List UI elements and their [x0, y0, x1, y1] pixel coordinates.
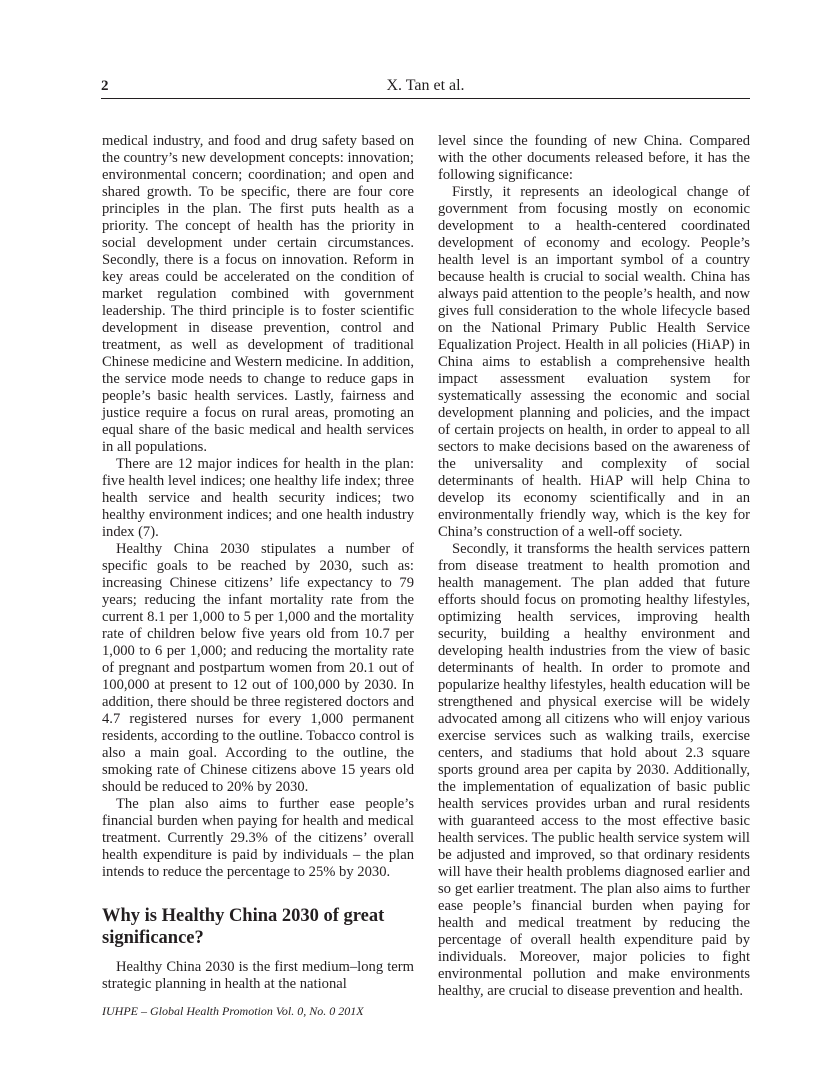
paragraph: medical industry, and food and drug safety based on the country’s new development concepts: innovation; environmental concern; coordination; and open and shared growth. To be specific, there are four core principles in the plan. The first puts health as a priority. The concept of health has the priority in social development under certain circumstances. Secondly, there is a focus on innovation. Reform in key areas could be accelerated on the condition of market regulation combined with government leadership. The third principle is to foster scientific development in disease prevention, control and treatment, as well as development of traditional Chinese medicine and Western medicine. In addition, the service mode needs to change to reduce gaps in people’s basic health services. Lastly, fairness and justice require a focus on rural areas, promoting an equal share of the basic medical and health services in all populations.: [102, 133, 414, 455]
left-column: [102, 133, 414, 993]
page-number: 2: [101, 78, 109, 94]
paragraph: Healthy China 2030 is the first medium–long term strategic planning in health at the national: [102, 959, 414, 992]
paragraph: Healthy China 2030 stipulates a number of specific goals to be reached by 2030, such as: increasing Chinese citizens’ life expectancy to 79 years; reducing the infant mortality rate from the current 8.1 per 1,000 to 5 per 1,000 and the mortality rate of children below five years old from 10.7 per 1,000 to 6 per 1,000; and reducing the mortality rate of pregnant and postpartum women from 20.1 out of 100,000 at present to 12 out of 100,000 by 2030. In addition, there should be three registered doctors and 4.7 registered nurses for every 1,000 permanent residents, according to the outline. Tobacco control is also a main goal. According to the outline, the smoking rate of Chinese citizens above 15 years old should be reduced to 20% by 2030.: [102, 541, 414, 795]
paragraph: There are 12 major indices for health in the plan: five health level indices; one healthy life index; three health service and health security indices; two healthy environment indices; and one health industry index (7).: [102, 456, 414, 540]
right-column: [438, 133, 750, 1000]
page-header: [101, 76, 750, 99]
section-heading: Why is Healthy China 2030 of great significance?: [102, 906, 385, 948]
paragraph: level since the founding of new China. Compared with the other documents released before, it has the following significance:: [438, 133, 750, 183]
journal-footer: IUHPE – Global Health Promotion Vol. 0, No. 0 201X: [102, 1004, 364, 1018]
paragraph: The plan also aims to further ease people’s financial burden when paying for health and medical treatment. Currently 29.3% of the citizens’ overall health expenditure is paid by individuals – the plan intends to reduce the percentage to 25% by 2030.: [102, 796, 414, 880]
running-head: X. Tan et al.: [386, 77, 465, 94]
paragraph: Firstly, it represents an ideological change of government from focusing mostly on economic development to a health-centered coordinated development of economy and ecology. People’s health level is an important symbol of a country because health is crucial to social wealth. China has always paid attention to the people’s health, and now gives full consideration to the whole lifecycle based on the National Primary Public Health Service Equalization Project. Health in all policies (HiAP) in China aims to establish a comprehensive health impact assessment evaluation system for systematically assessing the economic and social development planning and policies, and the impact of certain projects on health, in order to appeal to all sectors to make decisions based on the awareness of the universality and complexity of social determinants of health. HiAP will help China to develop its economy scientifically and in an environmentally friendly way, which is the key for China’s construction of a well-off society.: [438, 184, 750, 540]
paragraph: Secondly, it transforms the health services pattern from disease treatment to health promotion and health management. The plan added that future efforts should focus on promoting healthy lifestyles, optimizing health services, improving health security, building a healthy environment and developing health industries from the view of basic determinants of health. In order to promote and popularize healthy lifestyles, health education will be strengthened and physical exercise will be widely advocated among all citizens who will enjoy various exercise services such as walking trails, exercise centers, and stadiums that hold about 2.3 square sports ground area per capita by 2030. Additionally, the implementation of equalization of basic public health services provides urban and rural residents with guaranteed access to the most effective basic health services. The public health service system will be adjusted and improved, so that ordinary residents will have their health problems diagnosed earlier and so get earlier treatment. The plan also aims to further ease people’s financial burden when paying for health and medical treatment by reducing the percentage of overall health expenditure paid by individuals. Moreover, major policies to fight environmental pollution and make environments healthy, are crucial to disease prevention and health.: [438, 541, 750, 999]
